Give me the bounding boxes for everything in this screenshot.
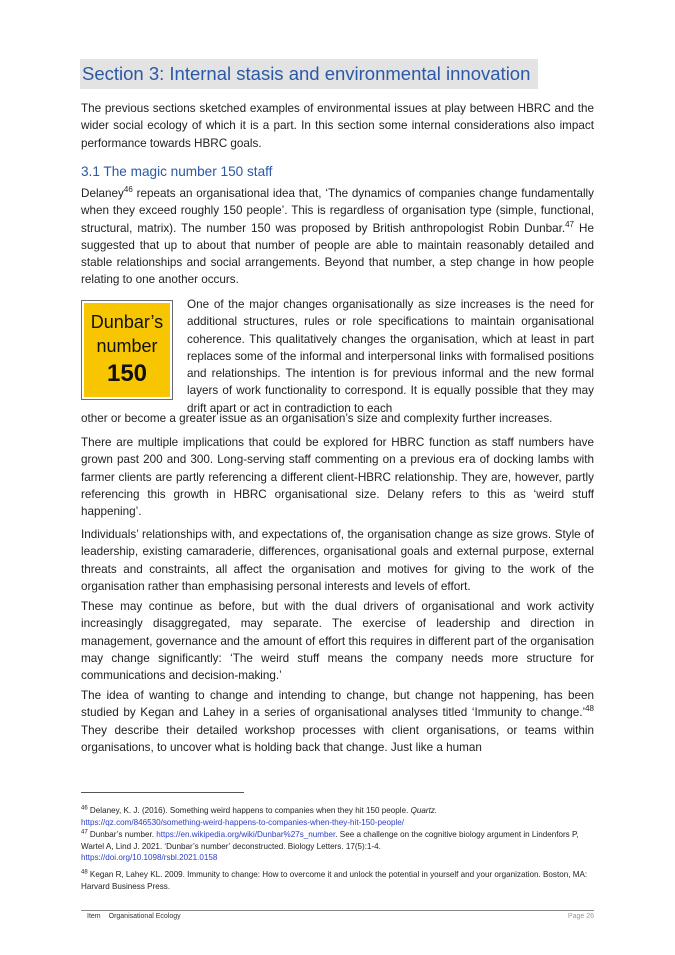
footnote-46: $^{46}$ Delaney, K. J. (2016). Something weird happens to companies when they hit 150 people. Quartz. https://qz.com/846530/something-weird-happens-to-companies-when-they-hit-150-people/ (81, 805, 438, 827)
footnote-47-link-2[interactable]: https://doi.org/10.1098/rsbl.2021.0158 (81, 853, 218, 862)
footnote-ref-47[interactable]: 47 (565, 219, 574, 229)
footnote-47-link-1[interactable]: https://en.wikipedia.org/wiki/Dunbar%27s_number (156, 830, 336, 839)
paragraph-individuals: Individuals’ relationships with, and expectations of, the organisation change as size grows. Style of leadership, existing camaraderie, differences, organisational goals and external purpose, external threats and constraints, all affect the organisation and motives for giving to the work of the organisation rather than emphasising personal interests and levels of effort. (81, 528, 594, 593)
callout-line-2: number (96, 336, 158, 356)
paragraph-implications: There are multiple implications that could be explored for HBRC function as staff numbers have grown past 200 and 300. Long-serving staff commenting on a previous era of docking lambs with farmer clients are partly referencing a different client-HBRC relationship. They are, however, partly referencing this growth in HBRC organisational size. Delany refers to this as ‘weird stuff happening’. (81, 436, 594, 519)
paragraph-delaney: Delaney$^{46}$ repeats an organisational idea that, ‘The dynamics of companies change fundamentally when they exceed roughly 150 people’. This is regardless of organisation type (simple, functional, structural, matrix). The number 150 was proposed by British anthropologist Robin Dunbar.$^{47}$ He suggested that up to about that number of people are able to maintain reasonably detailed and stable relationships and social arrangements. Beyond that number, a step change in how people relating to one another occurs. (81, 185, 594, 287)
footer-divider (81, 910, 594, 911)
footnote-separator (81, 792, 244, 793)
paragraph-wrapped: One of the major changes organisationally as size increases is the need for additional structures, rules or role specifications to maintain organisational coherence. This qualitatively changes the organisation, which at least in part replaces some of the informal and interpersonal links with formalised positions and relationships. The intention is for previous informal and the new formal layers of work functionality to correspond. It is equally possible that they may drift apart or act in contradiction to each (187, 298, 594, 415)
footnote-ref-46[interactable]: 46 (123, 185, 133, 195)
paragraph-immunity: The idea of wanting to change and intending to change, but change not happening, has been studied by Kegan and Lahey in a series of organisational analyses titled ‘Immunity to change.’$^{48}$ They describe their detailed workshop processes with client organisations, or teams within organisations, to uncover what is holding back that change. Just like a human (81, 689, 594, 754)
footnote-46-link[interactable]: https://qz.com/846530/something-weird-happens-to-companies-when-they-hit-150-people/ (81, 817, 405, 827)
dunbar-callout-box (81, 300, 173, 400)
subsection-heading: 3.1 The magic number 150 staff (81, 164, 273, 179)
footer-left: Item Organisational Ecology (87, 913, 181, 920)
paragraph-dual-drivers: These may continue as before, but with the dual drivers of organisational and work activity increasingly disaggregated, may separate. The exercise of leadership and direction in management, governance and the amount of effort this requires in different part of the organisation may change significantly: ‘The weird stuff means the company needs more structure for communications and decision-making.’ (81, 600, 594, 683)
callout-number: 150 (106, 360, 148, 387)
intro-paragraph: The previous sections sketched examples of environmental issues at play between HBRC and the wider social ecology of which it is a part. In this section some internal considerations also impact performance towards HBRC goals. (81, 102, 594, 150)
footnote-48: $^{48}$ Kegan R, Lahey KL. 2009. Immunity to change: How to overcome it and unlock the potential in yourself and your organization. Boston, MA: Harvard Business Press. (81, 869, 588, 891)
footnote-47: $^{47}$ Dunbar’s number. https://en.wikipedia.org/wiki/Dunbar%27s_number. See a challenge on the cognitive biology argument in Lindenfors P, Wartel A, Lind J. 2021. ‘Dunbar’s number’ deconstructed. Biology Letters. 17(5):1-4. https://doi.org/10.1098/rsbl.2021.0158 (81, 829, 579, 862)
section-title: Section 3: Internal stasis and environmental innovation (80, 59, 538, 89)
footnote-ref-48[interactable]: 48 (585, 704, 594, 714)
paragraph-wrapped-tail: other or become a greater issue as an organisation’s size and complexity further increases. (81, 412, 553, 425)
callout-line-1: Dunbar’s (90, 312, 164, 332)
page-number: Page 26 (567, 913, 594, 920)
